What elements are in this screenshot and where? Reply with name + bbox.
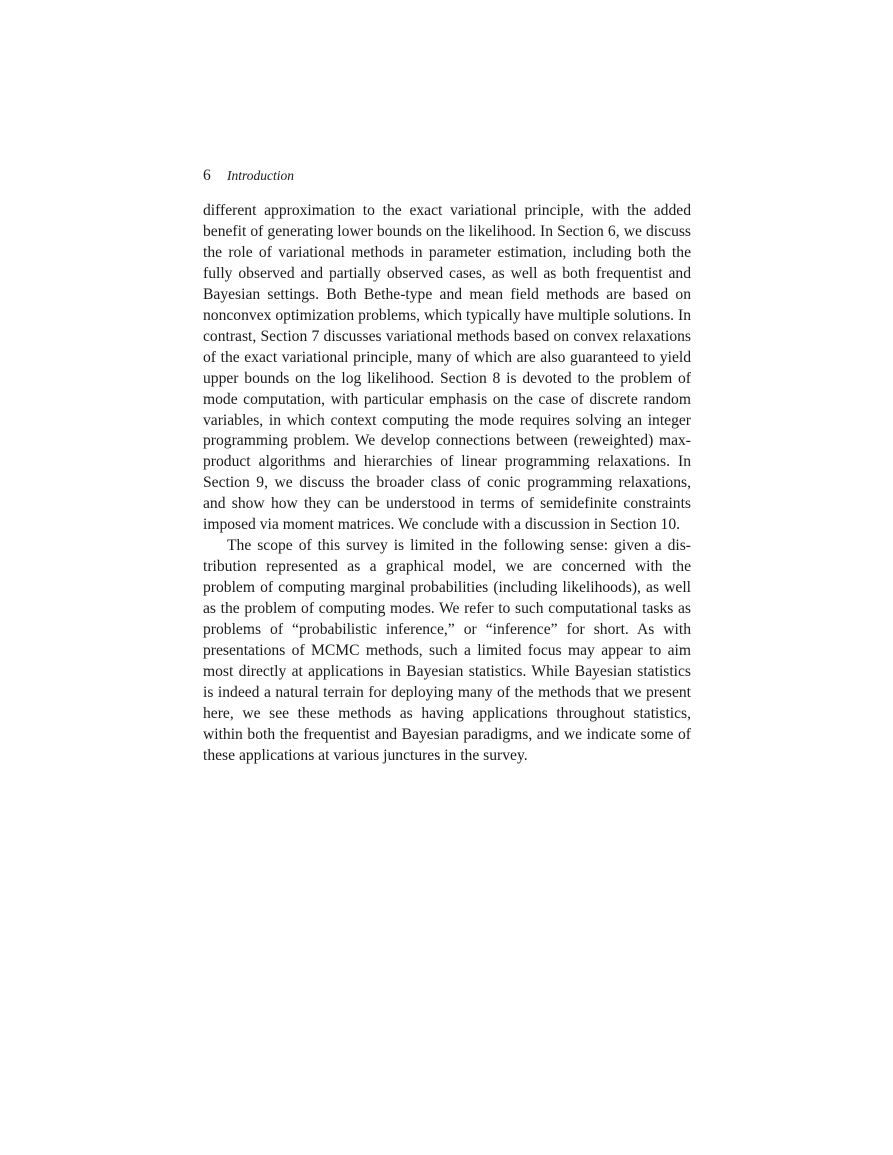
- paragraph-2: The scope of this survey is limited in the following sense: given a distribution represented as a graphical model, we are concerned with the problem of computing marginal probabilities (including likelihoods), as well as the problem of computing modes. We refer to such computational tasks as problems of “probabilistic inference,” or “inference” for short. As with presentations of MCMC methods, such a limited focus may appear to aim most directly at applications in Bayesian statistics. While Bayesian statistics is indeed a natural terrain for deploying many of the methods that we present here, we see these methods as having applications throughout statistics, within both the frequentist and Bayesian paradigms, and we indicate some of these applications at various junctures in the survey.: [203, 537, 691, 764]
- page-number: 6: [203, 167, 211, 184]
- body-text: [203, 201, 691, 767]
- paragraph-1: different approximation to the exact variational principle, with the added benefit of generating lower bounds on the likelihood. In Section 6, we discuss the role of variational methods in parameter estimation, including both the fully observed and partially observed cases, as well as both frequentist and Bayesian settings. Both Bethe-type and mean field methods are based on nonconvex optimization problems, which typically have multiple solutions. In contrast, Section 7 discusses variational methods based on convex relaxations of the exact variational principle, many of which are also guaranteed to yield upper bounds on the log likelihood. Section 8 is devoted to the problem of mode computation, with particular emphasis on the case of discrete random variables, in which context computing the mode requires solving an integer programming problem. We develop connections between (reweighted) max-product algorithms and hierarchies of linear programming relaxations. In Section 9, we discuss the broader class of conic programming relaxations, and show how they can be understood in terms of semidefinite constraints imposed via moment matrices. We conclude with a discussion in Section 10.: [203, 202, 691, 534]
- chapter-title: Introduction: [227, 168, 294, 183]
- running-header: [203, 166, 691, 186]
